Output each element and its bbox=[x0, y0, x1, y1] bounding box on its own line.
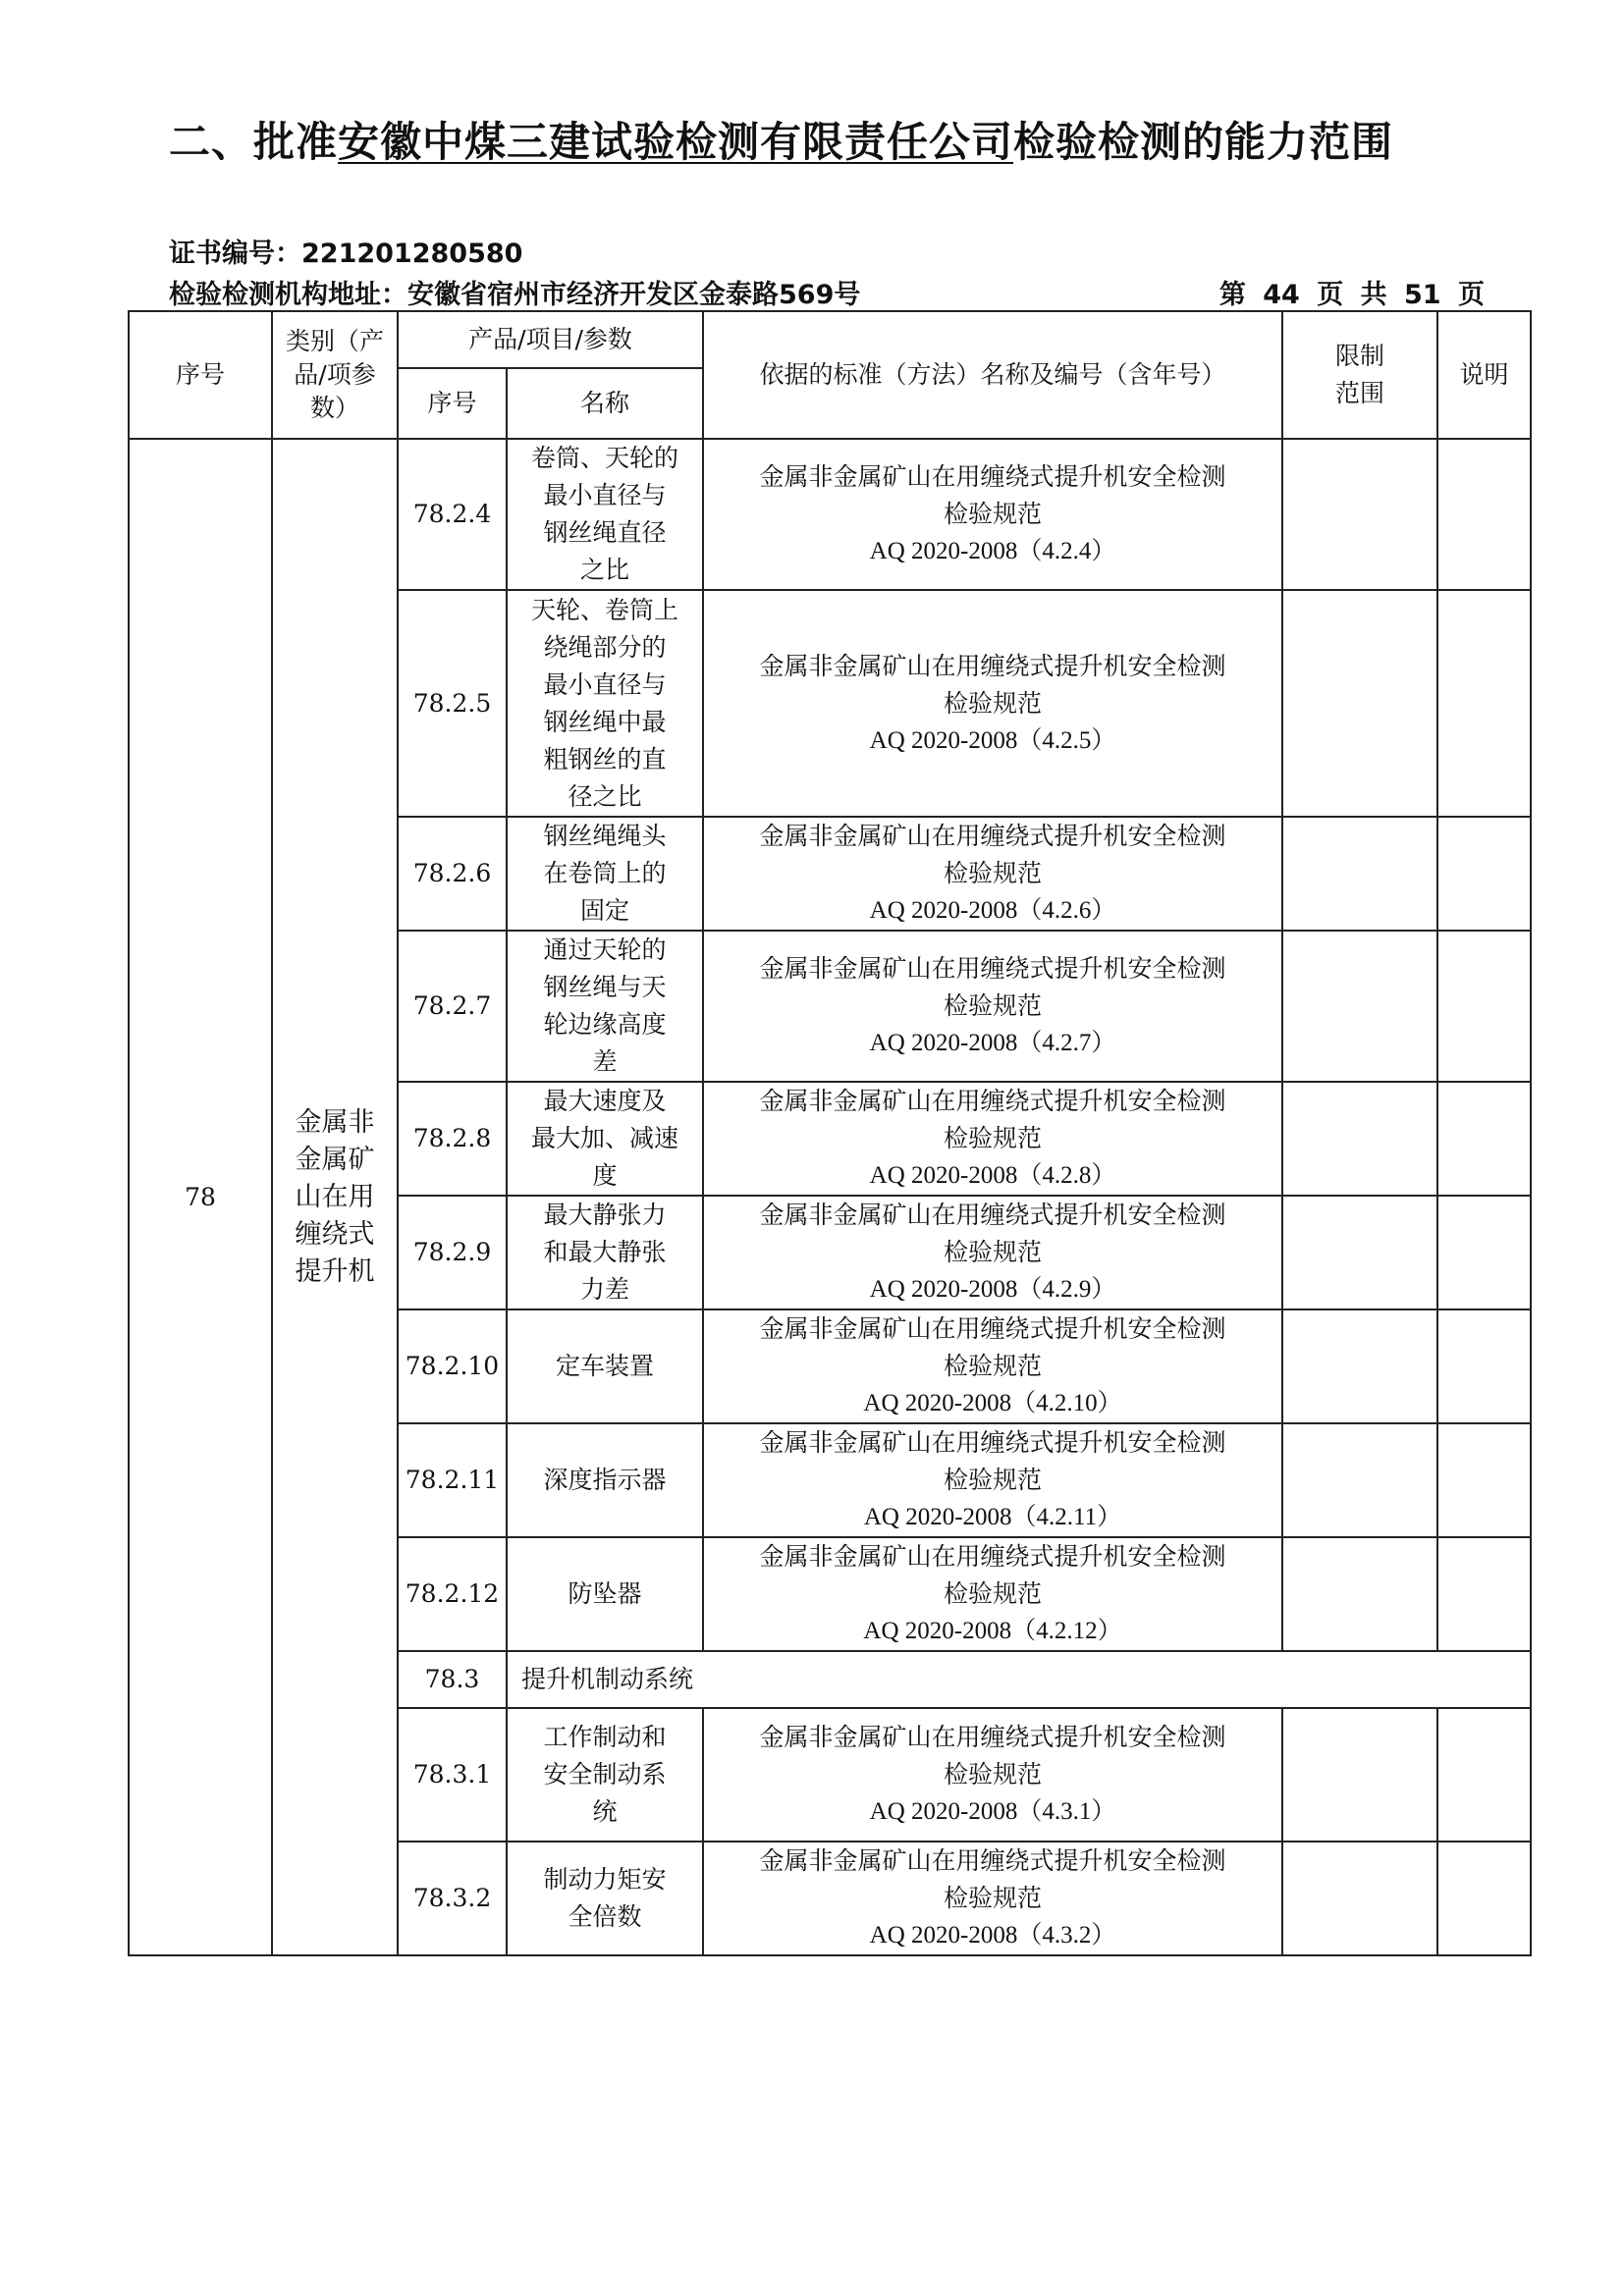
row-name: 防坠器 bbox=[507, 1537, 703, 1651]
row-note bbox=[1437, 1708, 1531, 1842]
row-no: 78.2.9 bbox=[398, 1196, 507, 1309]
page-title bbox=[169, 110, 1543, 169]
row-no: 78.2.10 bbox=[398, 1309, 507, 1423]
address-line bbox=[169, 273, 1485, 311]
row-name: 深度指示器 bbox=[507, 1423, 703, 1537]
row-standard: 金属非金属矿山在用缠绕式提升机安全检测 检验规范 AQ 2020-2008（4.3.2） bbox=[703, 1842, 1282, 1955]
row-standard: 金属非金属矿山在用缠绕式提升机安全检测 检验规范 AQ 2020-2008（4.3.1） bbox=[703, 1708, 1282, 1842]
title-prefix: 二、批准 bbox=[169, 118, 339, 166]
row-no: 78.2.11 bbox=[398, 1423, 507, 1537]
row-no: 78.2.7 bbox=[398, 931, 507, 1082]
row-no: 78.2.8 bbox=[398, 1082, 507, 1196]
row-note bbox=[1437, 1082, 1531, 1196]
row-limit bbox=[1282, 1309, 1437, 1423]
row-standard: 金属非金属矿山在用缠绕式提升机安全检测 检验规范 AQ 2020-2008（4.2.11） bbox=[703, 1423, 1282, 1537]
row-note bbox=[1437, 1842, 1531, 1955]
row-name: 最大静张力 和最大静张 力差 bbox=[507, 1196, 703, 1309]
row-name: 制动力矩安 全倍数 bbox=[507, 1842, 703, 1955]
row-standard: 金属非金属矿山在用缠绕式提升机安全检测 检验规范 AQ 2020-2008（4.2.9） bbox=[703, 1196, 1282, 1309]
row-name: 工作制动和 安全制动系 统 bbox=[507, 1708, 703, 1842]
row-note bbox=[1437, 1309, 1531, 1423]
row-name: 通过天轮的 钢丝绳与天 轮边缘高度 差 bbox=[507, 931, 703, 1082]
row-note bbox=[1437, 1537, 1531, 1651]
row-limit bbox=[1282, 1842, 1437, 1955]
certificate-label: 证书编号： bbox=[169, 239, 301, 269]
header-seq: 序号 bbox=[129, 311, 272, 439]
header-product-group: 产品/项目/参数 bbox=[398, 311, 703, 368]
row-standard: 金属非金属矿山在用缠绕式提升机安全检测 检验规范 AQ 2020-2008（4.2.8） bbox=[703, 1082, 1282, 1196]
title-suffix: 检验检测的能力范围 bbox=[1013, 118, 1394, 166]
certificate-line bbox=[169, 232, 522, 270]
row-standard: 金属非金属矿山在用缠绕式提升机安全检测 检验规范 AQ 2020-2008（4.2.7） bbox=[703, 931, 1282, 1082]
row-name: 天轮、卷筒上 绕绳部分的 最小直径与 钢丝绳中最 粗钢丝的直 径之比 bbox=[507, 590, 703, 817]
row-note bbox=[1437, 1196, 1531, 1309]
row-name: 最大速度及 最大加、减速 度 bbox=[507, 1082, 703, 1196]
row-standard: 金属非金属矿山在用缠绕式提升机安全检测 检验规范 AQ 2020-2008（4.2.6） bbox=[703, 817, 1282, 931]
row-name: 钢丝绳绳头 在卷筒上的 固定 bbox=[507, 817, 703, 931]
row-limit bbox=[1282, 1537, 1437, 1651]
capability-table bbox=[128, 310, 1532, 1956]
main-seq: 78 bbox=[129, 439, 272, 1955]
row-limit bbox=[1282, 590, 1437, 817]
row-limit bbox=[1282, 931, 1437, 1082]
section-title: 提升机制动系统 bbox=[507, 1651, 1531, 1708]
row-limit bbox=[1282, 439, 1437, 590]
row-no: 78.2.4 bbox=[398, 439, 507, 590]
page-info: 第 44 页 共 51 页 bbox=[1218, 280, 1485, 310]
row-standard: 金属非金属矿山在用缠绕式提升机安全检测 检验规范 AQ 2020-2008（4.2.12） bbox=[703, 1537, 1282, 1651]
header-standard: 依据的标准（方法）名称及编号（含年号） bbox=[703, 311, 1282, 439]
header-category: 类别（产 品/项参 数） bbox=[272, 311, 398, 439]
row-standard: 金属非金属矿山在用缠绕式提升机安全检测 检验规范 AQ 2020-2008（4.2.4） bbox=[703, 439, 1282, 590]
certificate-number: 221201280580 bbox=[301, 239, 523, 269]
row-name: 定车装置 bbox=[507, 1309, 703, 1423]
row-limit bbox=[1282, 817, 1437, 931]
row-note bbox=[1437, 817, 1531, 931]
row-note bbox=[1437, 931, 1531, 1082]
row-limit bbox=[1282, 1423, 1437, 1537]
row-no: 78.3 bbox=[398, 1651, 507, 1708]
row-no: 78.2.5 bbox=[398, 590, 507, 817]
header-note: 说明 bbox=[1437, 311, 1531, 439]
row-standard: 金属非金属矿山在用缠绕式提升机安全检测 检验规范 AQ 2020-2008（4.2.10） bbox=[703, 1309, 1282, 1423]
row-no: 78.2.12 bbox=[398, 1537, 507, 1651]
row-note bbox=[1437, 590, 1531, 817]
address-value: 安徽省宿州市经济开发区金泰路569号 bbox=[407, 280, 861, 310]
header-sub-seq: 序号 bbox=[398, 368, 507, 439]
address-label: 检验检测机构地址： bbox=[169, 280, 407, 310]
row-name: 卷筒、天轮的 最小直径与 钢丝绳直径 之比 bbox=[507, 439, 703, 590]
header-sub-name: 名称 bbox=[507, 368, 703, 439]
row-note bbox=[1437, 1423, 1531, 1537]
row-no: 78.3.2 bbox=[398, 1842, 507, 1955]
table-row bbox=[129, 439, 1531, 590]
header-limit: 限制 范围 bbox=[1282, 311, 1437, 439]
row-limit bbox=[1282, 1082, 1437, 1196]
main-category: 金属非 金属矿 山在用 缠绕式 提升机 bbox=[272, 439, 398, 1955]
row-no: 78.2.6 bbox=[398, 817, 507, 931]
row-limit bbox=[1282, 1708, 1437, 1842]
row-limit bbox=[1282, 1196, 1437, 1309]
row-no: 78.3.1 bbox=[398, 1708, 507, 1842]
title-company: 安徽中煤三建试验检测有限责任公司 bbox=[338, 118, 1014, 166]
row-standard: 金属非金属矿山在用缠绕式提升机安全检测 检验规范 AQ 2020-2008（4.2.5） bbox=[703, 590, 1282, 817]
row-note bbox=[1437, 439, 1531, 590]
